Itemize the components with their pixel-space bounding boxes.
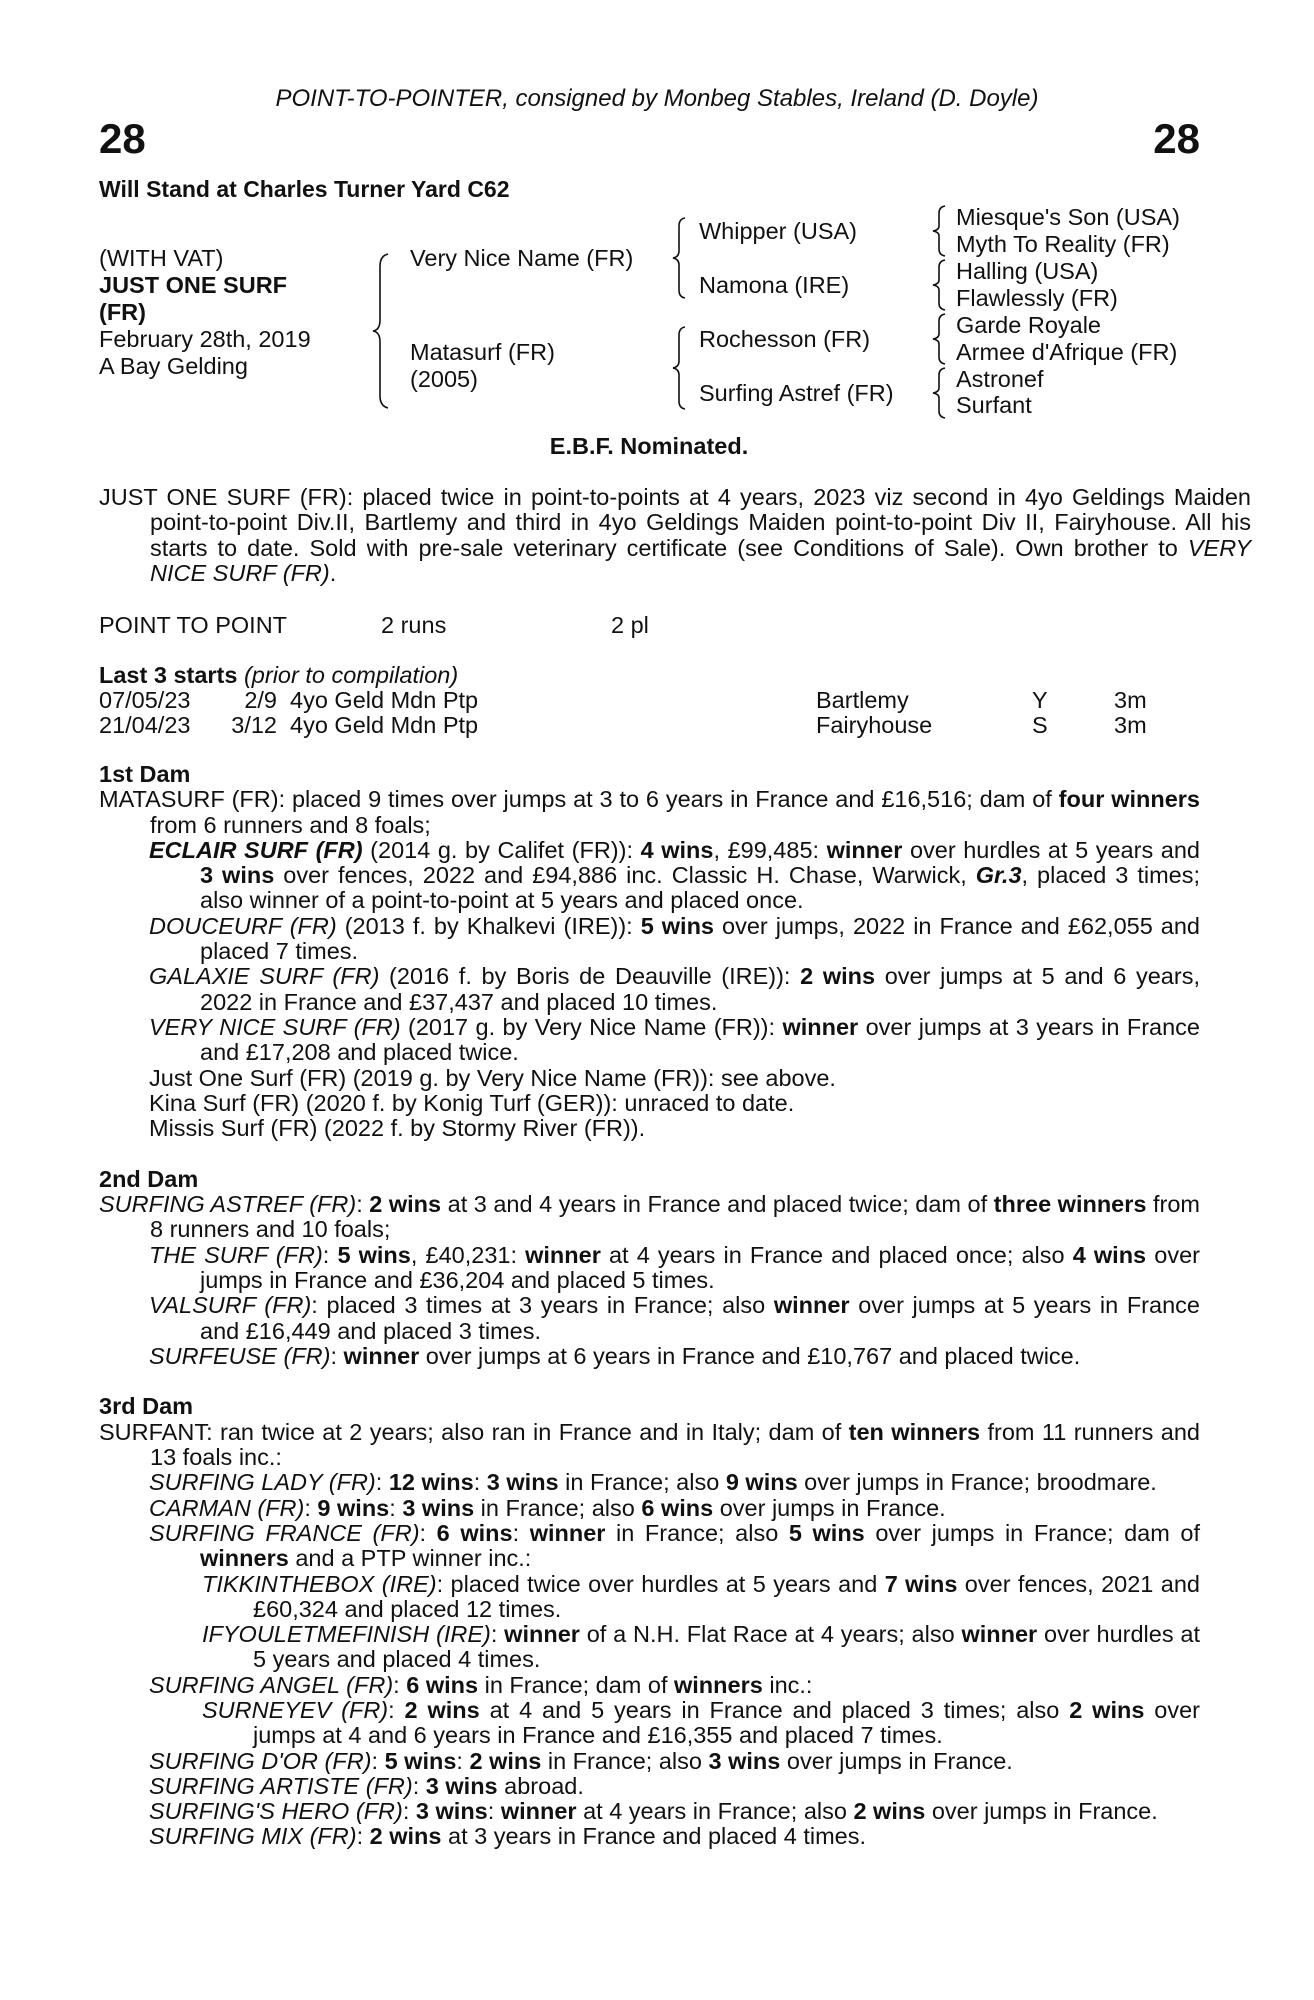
- dam-section: [99, 1394, 1200, 1849]
- start-going: S: [1032, 712, 1048, 738]
- body-text: over jumps at 5 years in France and £16,449 and placed 3 times.: [200, 1292, 1200, 1344]
- body-text: :: [456, 1747, 470, 1774]
- body-text: at 4 and 5 years in France and placed 3 times; also: [479, 1696, 1070, 1723]
- body-text: : placed 3 times at 3 years in France; also: [311, 1292, 774, 1319]
- highlight-text: 3 wins: [200, 862, 275, 889]
- start-going: Y: [1032, 687, 1048, 713]
- start-distance: 3m: [1114, 712, 1147, 738]
- body-text: in France; also: [558, 1469, 726, 1496]
- body-text: (2013 f. by Khalkevi (IRE)):: [336, 912, 641, 939]
- horse-name-text: VALSURF (FR): [149, 1292, 312, 1319]
- foaling-date: February 28th, 2019: [99, 326, 311, 352]
- horse-name-text: GALAXIE SURF (FR): [149, 963, 380, 990]
- lot-number-left: 28: [99, 115, 146, 162]
- highlight-text: 2 wins: [369, 1191, 442, 1218]
- sire: Very Nice Name (FR): [410, 245, 634, 271]
- produce-entry: [99, 838, 1200, 914]
- body-text: of a N.H. Flat Race at 4 years; also: [579, 1621, 962, 1648]
- start-date: 07/05/23: [99, 687, 191, 713]
- body-text: and a PTP winner inc.:: [288, 1545, 532, 1572]
- body-text: over jumps, 2022 in France and £62,055 and placed 7 times.: [200, 912, 1200, 965]
- start-position: 3/12: [231, 712, 277, 738]
- body-text: at 3 years in France and placed 4 times.: [441, 1823, 867, 1850]
- body-text: over jumps in France.: [713, 1494, 946, 1521]
- grand-produce-entry: [99, 1572, 1200, 1623]
- produce-entry: [99, 1066, 1200, 1091]
- highlight-text: 3 wins: [425, 1772, 498, 1799]
- body-text: :: [388, 1696, 405, 1723]
- highlight-text: 9 wins: [317, 1494, 390, 1521]
- last-starts-title: Last 3 starts: [99, 662, 238, 688]
- dam-section: [99, 1167, 1200, 1369]
- body-text: (2014 g. by Califet (FR)):: [362, 836, 641, 863]
- highlight-text: 12 wins: [388, 1469, 474, 1496]
- highlight-text: winner: [343, 1342, 420, 1369]
- highlight-text: winner: [961, 1621, 1038, 1648]
- body-text: : placed twice over hurdles at 5 years and: [436, 1570, 885, 1597]
- produce-entry: [99, 1673, 1200, 1698]
- horse-name-text: SURFING ASTREF (FR): [99, 1191, 357, 1218]
- body-text: at 4 years in France and placed once; also: [600, 1241, 1073, 1268]
- body-text: over jumps in France and £36,204 and placed 5 times.: [200, 1241, 1200, 1293]
- grand-produce-entry: [99, 1698, 1200, 1749]
- highlight-text: 2 wins: [800, 963, 876, 990]
- brace-icon: [672, 218, 688, 298]
- dam: Matasurf (FR): [410, 339, 555, 365]
- body-text: , placed 3 times; also winner of a point-to-point at 5 years and placed once.: [200, 862, 1201, 914]
- lot-number-right: 28: [1153, 115, 1200, 162]
- body-text: from 6 runners and 8 foals;: [150, 811, 431, 838]
- produce-entry: [99, 1774, 1200, 1799]
- highlight-text: ECLAIR SURF (FR): [149, 836, 363, 863]
- body-text: over jumps at 4 and 6 years in France and £16,355 and placed 7 times.: [253, 1696, 1201, 1749]
- horse-name-text: VERY NICE SURF (FR): [150, 534, 1251, 586]
- gen4-ancestor: Armee d'Afrique (FR): [956, 339, 1178, 365]
- record-runs: 2 runs: [381, 612, 447, 638]
- body-text: , £99,485:: [713, 836, 827, 863]
- dam-sections: [99, 762, 1200, 1875]
- highlight-text: winner: [826, 836, 903, 863]
- body-text: over jumps in France.: [780, 1747, 1013, 1774]
- highlight-text: 6 wins: [406, 1671, 479, 1698]
- body-text: at 3 and 4 years in France and placed twice; dam of: [441, 1191, 994, 1218]
- highlight-text: 2 wins: [1069, 1696, 1145, 1723]
- horse-name-text: IFYOULETMEFINISH (IRE): [202, 1621, 491, 1648]
- body-text: :: [412, 1772, 426, 1799]
- highlight-text: 6 wins: [641, 1494, 714, 1521]
- highlight-text: winner: [529, 1519, 606, 1546]
- highlight-text: 3 wins: [415, 1798, 488, 1825]
- produce-entry: [99, 1496, 1200, 1521]
- body-text: :: [356, 1191, 370, 1218]
- body-text: JUST ONE SURF (FR): placed twice in point-to-points at 4 years, 2023 viz second in 4yo Geldings Maiden point-to-point Div.II, Bartlemy and third in 4yo Geldings Maiden point-to-point Div II, Fairyhouse. All his starts to date. Sold with pre-sale veterinary certificate (see Conditions of Sale). Own brother to: [99, 484, 1251, 561]
- start-race: 4yo Geld Mdn Ptp: [290, 687, 479, 713]
- highlight-text: 3 wins: [402, 1494, 475, 1521]
- produce-entry: [99, 1824, 1200, 1849]
- start-date: 21/04/23: [99, 712, 191, 738]
- body-text: (2016 f. by Boris de Deauville (IRE)):: [379, 963, 801, 990]
- dam-section-title: 2nd Dam: [99, 1165, 199, 1192]
- highlight-text: 2 wins: [853, 1798, 926, 1825]
- gen4-ancestor: Garde Royale: [956, 312, 1101, 338]
- horse-name-text: SURFING D'OR (FR): [149, 1747, 372, 1774]
- body-text: over jumps in France.: [925, 1798, 1158, 1825]
- highlight-text: ten winners: [848, 1418, 981, 1445]
- highlight-text: 2 wins: [369, 1823, 442, 1850]
- horse-suffix: (FR): [99, 299, 146, 325]
- body-text: at 4 years in France; also: [576, 1798, 854, 1825]
- body-text: abroad.: [497, 1772, 584, 1799]
- highlight-text: winner: [500, 1798, 577, 1825]
- horse-name-text: TIKKINTHEBOX (IRE): [202, 1570, 437, 1597]
- highlight-text: 2 wins: [469, 1747, 542, 1774]
- highlight-text: 5 wins: [640, 912, 715, 939]
- produce-entry: [99, 1749, 1200, 1774]
- highlight-text: winner: [773, 1292, 850, 1319]
- body-text: Missis Surf (FR) (2022 f. by Stormy River (FR)).: [149, 1115, 646, 1142]
- dam-entry: [99, 1192, 1200, 1243]
- dam-section-title: 3rd Dam: [99, 1393, 194, 1420]
- body-text: :: [393, 1671, 407, 1698]
- start-distance: 3m: [1114, 687, 1147, 713]
- produce-entry: [99, 964, 1200, 1015]
- dam-section: [99, 762, 1200, 1141]
- record-label: POINT TO POINT: [99, 612, 288, 638]
- highlight-text: 4 wins: [640, 836, 714, 863]
- body-text: :: [419, 1519, 437, 1546]
- horse-description: A Bay Gelding: [99, 353, 248, 379]
- body-text: :: [356, 1823, 370, 1850]
- produce-entry: [99, 1091, 1200, 1116]
- brace-icon: [932, 260, 948, 310]
- body-text: in France; also: [541, 1747, 709, 1774]
- highlight-text: 6 wins: [436, 1519, 513, 1546]
- consignment-header: POINT-TO-POINTER, consigned by Monbeg Stables, Ireland (D. Doyle): [275, 85, 1039, 112]
- horse-name-text: SURFING FRANCE (FR): [149, 1519, 420, 1546]
- body-text: :: [389, 1494, 403, 1521]
- body-text: over fences, 2021 and £60,324 and placed 12 times.: [253, 1570, 1200, 1622]
- body-text: from 8 runners and 10 foals;: [150, 1191, 1200, 1243]
- brace-icon: [932, 368, 948, 418]
- sire-dam: Namona (IRE): [699, 272, 850, 298]
- gen4-ancestor: Astronef: [956, 366, 1044, 392]
- highlight-text: three winners: [993, 1191, 1147, 1218]
- start-course: Fairyhouse: [816, 712, 933, 738]
- highlight-text: 2 wins: [404, 1696, 480, 1723]
- dam-section-title: 1st Dam: [99, 761, 191, 787]
- highlight-text: 3 wins: [486, 1469, 559, 1496]
- body-text: :: [371, 1747, 385, 1774]
- dam-year: (2005): [410, 366, 478, 392]
- brace-icon: [932, 314, 948, 364]
- brace-icon: [932, 206, 948, 256]
- horse-name-text: SURFING'S HERO (FR): [149, 1798, 403, 1825]
- grand-produce-entry: [99, 1622, 1200, 1673]
- horse-name-text: SURFING MIX (FR): [149, 1823, 357, 1850]
- start-course: Bartlemy: [816, 687, 909, 713]
- highlight-text: 5 wins: [788, 1519, 865, 1546]
- produce-entry: [99, 1116, 1200, 1141]
- highlight-text: winner: [525, 1241, 601, 1268]
- highlight-text: 5 wins: [337, 1241, 411, 1268]
- dam-sire: Rochesson (FR): [699, 326, 871, 352]
- body-text: in France; also: [605, 1519, 789, 1546]
- horse-name: JUST ONE SURF: [99, 272, 288, 298]
- gen4-ancestor: Halling (USA): [956, 258, 1099, 284]
- body-text: over jumps at 3 years in France and £17,208 and placed twice.: [200, 1013, 1200, 1066]
- body-text: in France; also: [474, 1494, 642, 1521]
- body-text: inc.:: [762, 1671, 813, 1698]
- body-text: :: [487, 1798, 501, 1825]
- body-text: .: [329, 559, 337, 586]
- start-position: 2/9: [244, 687, 277, 713]
- body-text: over fences, 2022 and £94,886 inc. Classic H. Chase, Warwick,: [274, 862, 976, 889]
- body-text: :: [330, 1342, 344, 1369]
- body-text: Just One Surf (FR) (2019 g. by Very Nice Name (FR)): see above.: [149, 1064, 836, 1091]
- body-text: MATASURF (FR): placed 9 times over jumps at 3 to 6 years in France and £16,516; dam of: [99, 786, 1059, 813]
- produce-entry: [99, 1799, 1200, 1824]
- gen4-ancestor: Myth To Reality (FR): [956, 231, 1170, 257]
- body-text: over jumps at 5 and 6 years, 2022 in France and £37,437 and placed 10 times.: [200, 963, 1200, 1015]
- horse-name-text: SURFING LADY (FR): [149, 1469, 376, 1496]
- sire-sire: Whipper (USA): [699, 218, 858, 244]
- stabling-location: Will Stand at Charles Turner Yard C62: [99, 176, 510, 202]
- body-text: (2017 g. by Very Nice Name (FR)):: [400, 1013, 783, 1040]
- body-text: Kina Surf (FR) (2020 f. by Konig Turf (GER)): unraced to date.: [149, 1089, 795, 1116]
- highlight-text: 9 wins: [725, 1469, 798, 1496]
- highlight-text: winners: [674, 1671, 763, 1698]
- vat-note: (WITH VAT): [99, 245, 224, 271]
- horse-name-text: SURNEYEV (FR): [202, 1696, 389, 1723]
- horse-name-text: SURFEUSE (FR): [149, 1342, 331, 1369]
- produce-entry: [99, 1243, 1200, 1294]
- highlight-text: winner: [504, 1621, 580, 1648]
- body-text: :: [375, 1469, 389, 1496]
- last-starts-note: (prior to compilation): [243, 662, 459, 688]
- body-text: , £40,231:: [410, 1241, 526, 1268]
- dam-entry: [99, 787, 1200, 838]
- gen4-ancestor: Miesque's Son (USA): [956, 204, 1180, 230]
- gen4-ancestor: Flawlessly (FR): [956, 285, 1118, 311]
- body-text: from 11 runners and 13 foals inc.:: [150, 1418, 1200, 1471]
- highlight-text: 7 wins: [884, 1570, 958, 1597]
- highlight-text: four winners: [1058, 786, 1201, 813]
- produce-entry: [99, 1521, 1200, 1572]
- ebf-nomination: E.B.F. Nominated.: [549, 433, 749, 459]
- brace-icon: [372, 254, 392, 408]
- brace-icon: [672, 327, 688, 409]
- horse-name-text: DOUCEURF (FR): [149, 912, 337, 939]
- highlight-text: 4 wins: [1072, 1241, 1147, 1268]
- body-text: :: [402, 1798, 416, 1825]
- body-text: over hurdles at 5 years and placed 4 times.: [253, 1621, 1200, 1673]
- dam-dam: Surfing Astref (FR): [699, 380, 894, 406]
- body-text: :: [512, 1519, 530, 1546]
- body-text: over jumps at 6 years in France and £10,767 and placed twice.: [419, 1342, 1081, 1369]
- produce-entry: [99, 1015, 1200, 1066]
- gen4-ancestor: Surfant: [956, 392, 1032, 418]
- body-text: in France; dam of: [478, 1671, 674, 1698]
- produce-entry: [99, 1344, 1200, 1369]
- body-text: :: [473, 1469, 487, 1496]
- body-text: over jumps in France; broodmare.: [797, 1469, 1157, 1496]
- body-text: :: [490, 1621, 505, 1648]
- record-placed: 2 pl: [611, 612, 649, 638]
- race-summary: [99, 485, 1251, 586]
- horse-name-text: SURFING ANGEL (FR): [149, 1671, 394, 1698]
- body-text: over hurdles at 5 years and: [902, 836, 1200, 863]
- horse-name-text: THE SURF (FR): [149, 1241, 323, 1268]
- horse-name-text: VERY NICE SURF (FR): [149, 1013, 401, 1040]
- highlight-text: winners: [200, 1545, 289, 1572]
- horse-name-text: CARMAN (FR): [149, 1494, 305, 1521]
- body-text: over jumps in France; dam of: [864, 1519, 1200, 1546]
- produce-entry: [99, 1470, 1200, 1495]
- body-text: :: [322, 1241, 338, 1268]
- body-text: SURFANT: ran twice at 2 years; also ran in France and in Italy; dam of: [99, 1418, 849, 1445]
- highlight-text: 5 wins: [384, 1747, 457, 1774]
- produce-entry: [99, 1293, 1200, 1344]
- highlight-text: Gr.3: [975, 862, 1022, 889]
- body-text: :: [304, 1494, 318, 1521]
- start-race: 4yo Geld Mdn Ptp: [290, 712, 479, 738]
- horse-name-text: SURFING ARTISTE (FR): [149, 1772, 413, 1799]
- produce-entry: [99, 914, 1200, 965]
- highlight-text: winner: [782, 1013, 859, 1040]
- dam-entry: [99, 1420, 1200, 1471]
- highlight-text: 3 wins: [708, 1747, 781, 1774]
